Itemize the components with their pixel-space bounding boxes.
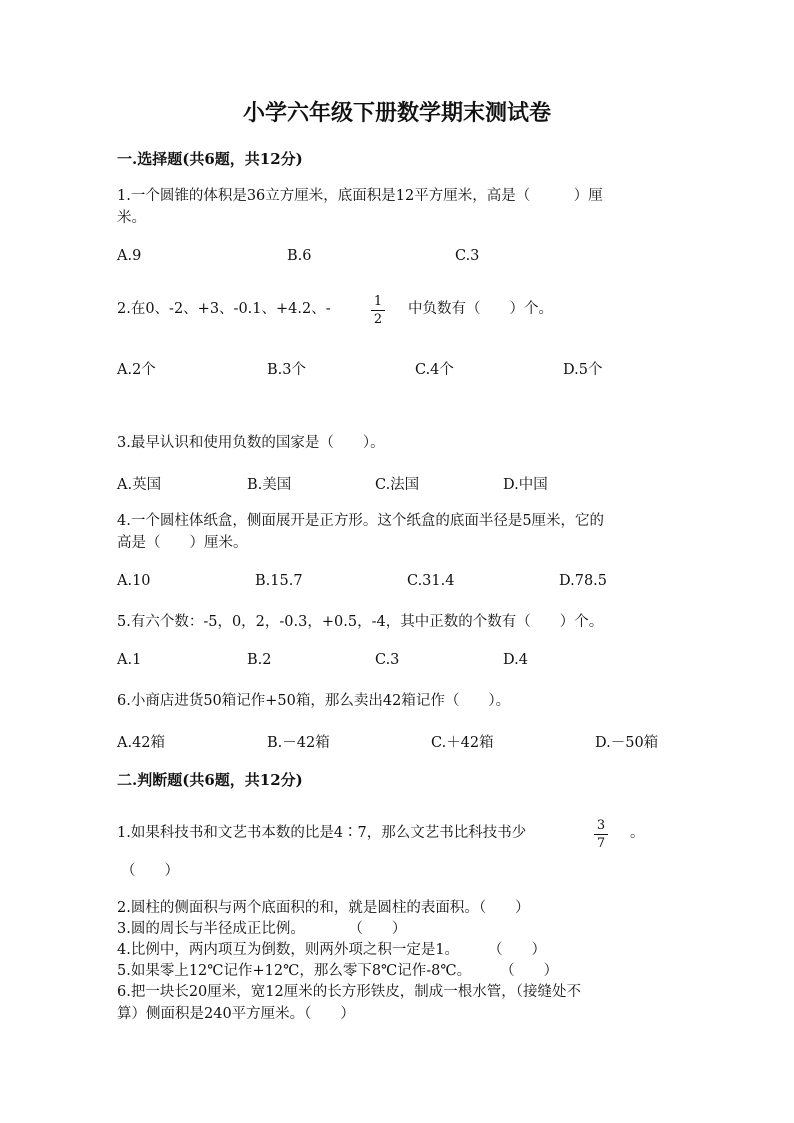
judgment-1-text-pre: 1.如果科技书和文艺书本数的比是4∶7，那么文艺书比科技书少 bbox=[117, 825, 527, 841]
section-heading-choice: 一.选择题(共6题，共12分) bbox=[117, 150, 303, 168]
section-heading-judgment: 二.判断题(共6题，共12分) bbox=[117, 771, 303, 789]
fraction-denominator: 2 bbox=[373, 312, 383, 327]
option-d: D.5个 bbox=[563, 362, 603, 378]
judgment-4-text: 4.比例中，两内项互为倒数，则两外项之积一定是1。 （ ） bbox=[117, 942, 547, 958]
fraction-numerator: 3 bbox=[594, 818, 608, 835]
option-d: D.4 bbox=[503, 652, 528, 668]
option-d: D.－50箱 bbox=[595, 735, 659, 751]
option-c: C.3 bbox=[375, 652, 400, 668]
option-c: C.31.4 bbox=[407, 573, 455, 589]
option-b: B.美国 bbox=[247, 477, 292, 493]
option-a: A.10 bbox=[117, 573, 151, 589]
option-b: B.2 bbox=[247, 652, 272, 668]
page-title: 小学六年级下册数学期末测试卷 bbox=[242, 100, 551, 126]
option-d: D.78.5 bbox=[559, 573, 608, 589]
option-a: A.42箱 bbox=[117, 735, 166, 751]
question-4-text bbox=[117, 510, 604, 554]
option-b: B.3个 bbox=[267, 362, 306, 378]
option-b: B.6 bbox=[287, 248, 312, 264]
question-text-line: 算）侧面积是240平方厘米。（ ） bbox=[117, 1006, 355, 1022]
question-2-text-pre: 2.在0、-2、+3、-0.1、+4.2、- bbox=[117, 301, 331, 317]
answer-blank: （ ） bbox=[121, 863, 179, 879]
fraction bbox=[371, 294, 385, 327]
judgment-6-text bbox=[117, 981, 581, 1025]
question-text-line: 高是（ ）厘米。 bbox=[117, 535, 248, 551]
option-c: C.＋42箱 bbox=[431, 735, 494, 751]
option-d: D.中国 bbox=[503, 477, 548, 493]
question-text-line: 1.一个圆锥的体积是36立方厘米，底面积是12平方厘米，高是（ ）厘 bbox=[117, 188, 603, 204]
question-5-text: 5.有六个数：-5，0，2，-0.3，+0.5，-4，其中正数的个数有（ ）个。 bbox=[117, 614, 604, 630]
judgment-1-text-post: 。 bbox=[630, 825, 645, 841]
judgment-3-text: 3.圆的周长与半径成正比例。 （ ） bbox=[117, 921, 407, 937]
question-1-text bbox=[117, 185, 603, 229]
question-6-text: 6.小商店进货50箱记作+50箱，那么卖出42箱记作（ ）。 bbox=[117, 693, 511, 709]
question-text-line: 4.一个圆柱体纸盒，侧面展开是正方形。这个纸盒的底面半径是5厘米，它的 bbox=[117, 513, 605, 529]
fraction bbox=[594, 818, 608, 851]
judgment-2-text: 2.圆柱的侧面积与两个底面积的和，就是圆柱的表面积。（ ） bbox=[117, 900, 530, 916]
option-c: C.法国 bbox=[375, 477, 420, 493]
question-3-text: 3.最早认识和使用负数的国家是（ ）。 bbox=[117, 435, 385, 451]
option-c: C.3 bbox=[455, 248, 480, 264]
option-c: C.4个 bbox=[415, 362, 454, 378]
option-a: A.1 bbox=[117, 652, 142, 668]
option-a: A.2个 bbox=[117, 362, 156, 378]
option-a: A.英国 bbox=[117, 477, 162, 493]
option-a: A.9 bbox=[117, 248, 142, 264]
fraction-numerator: 1 bbox=[371, 294, 385, 311]
judgment-5-text: 5.如果零上12℃记作+12℃，那么零下8℃记作-8℃。 （ ） bbox=[117, 963, 559, 979]
question-text-line: 6.把一块长20厘米，宽12厘米的长方形铁皮，制成一根水管，（接缝处不 bbox=[117, 984, 581, 1000]
option-b: B.－42箱 bbox=[267, 735, 330, 751]
question-2-text-post: 中负数有（ ）个。 bbox=[408, 301, 553, 317]
fraction-denominator: 7 bbox=[596, 836, 606, 851]
option-b: B.15.7 bbox=[255, 573, 303, 589]
question-text-line: 米。 bbox=[117, 210, 146, 226]
